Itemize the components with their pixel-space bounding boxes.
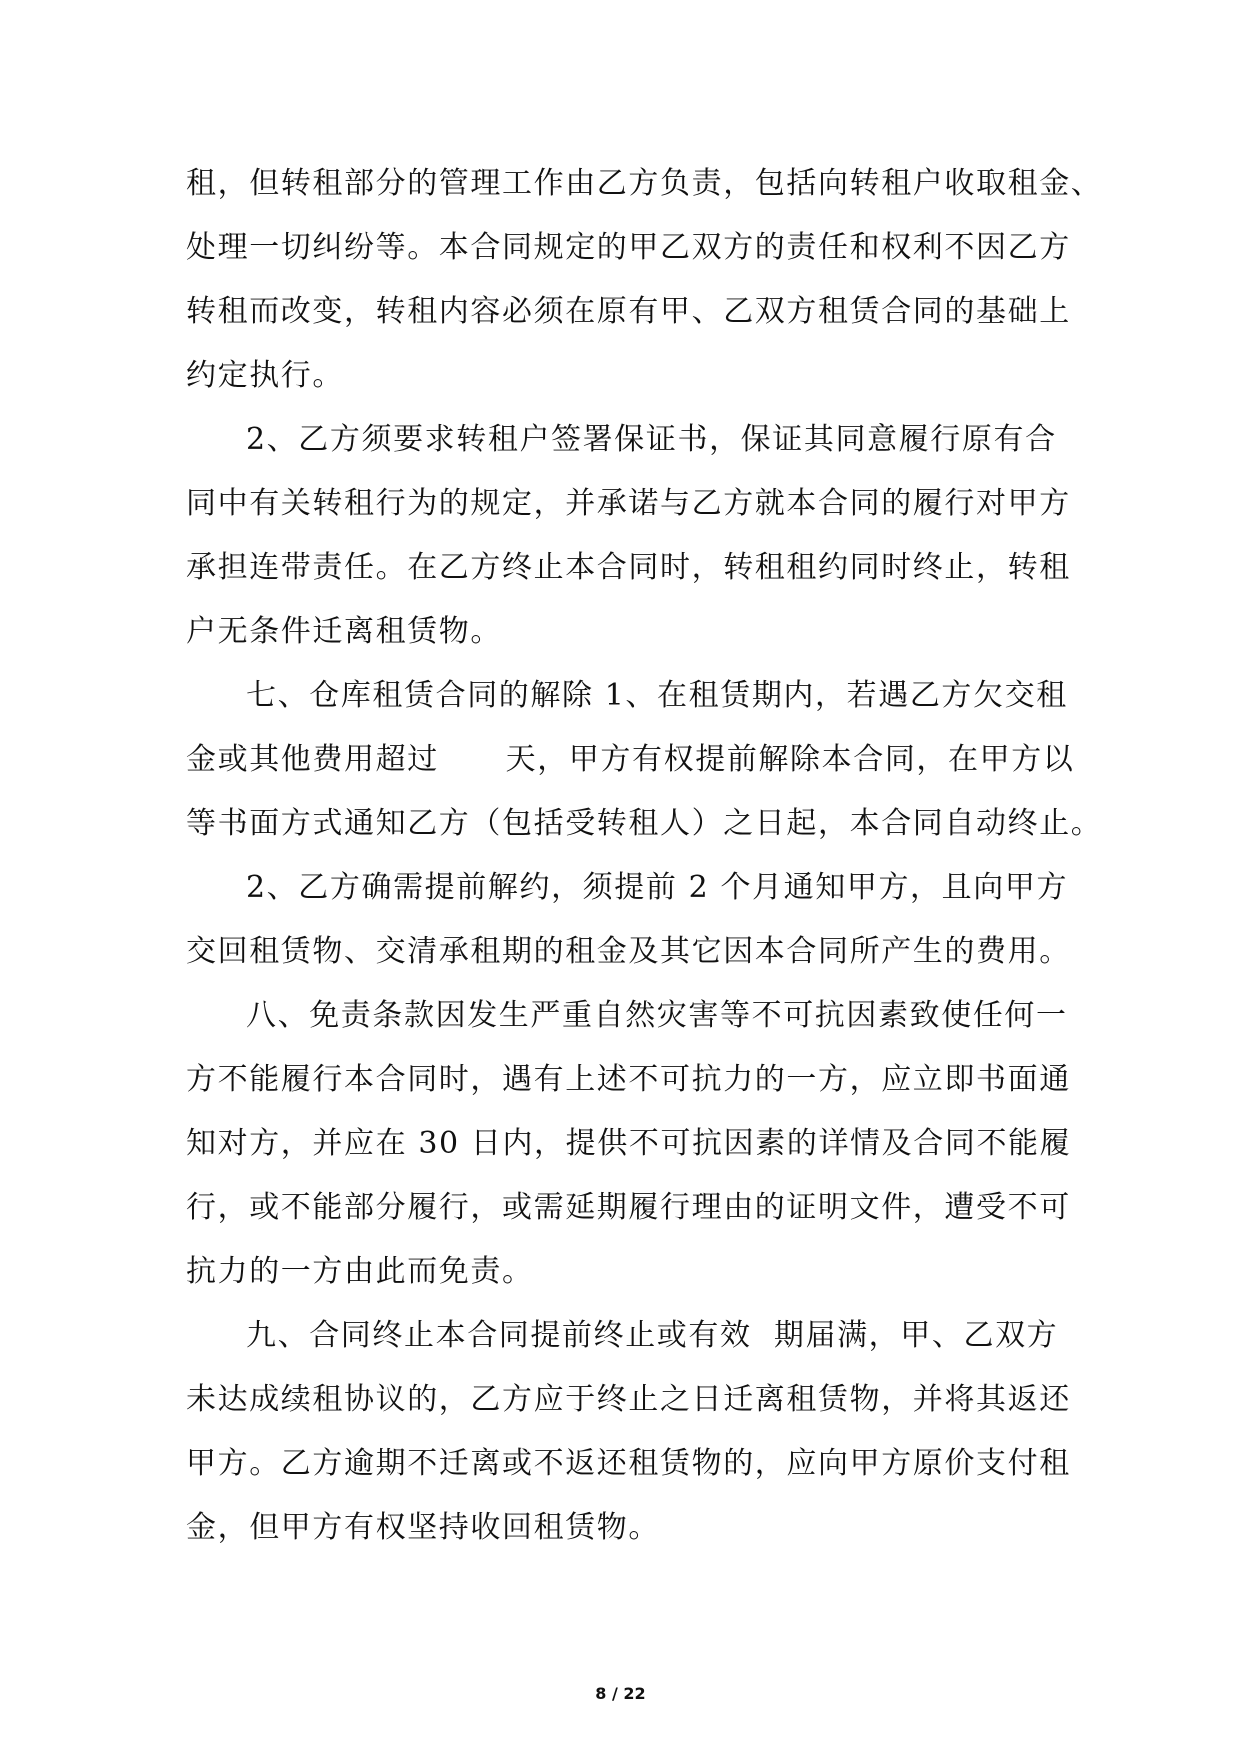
paragraph-line: 金或其他费用超过 天，甲方有权提前解除本合同，在甲方以 xyxy=(186,742,1075,777)
paragraph-force-majeure xyxy=(186,984,1072,1304)
paragraph-line: 户无条件迁离租赁物。 xyxy=(186,614,502,649)
paragraph-line: 七、仓库租赁合同的解除 1、在租赁期内，若遇乙方欠交租 xyxy=(246,678,1068,713)
paragraph-early-termination xyxy=(186,856,1071,984)
paragraph-line: 八、免责条款因发生严重自然灾害等不可抗因素致使任何一 xyxy=(246,998,1068,1033)
paragraph-line: 行，或不能部分履行，或需延期履行理由的证明文件，遭受不可 xyxy=(186,1190,1071,1225)
paragraph-contract-expiry xyxy=(186,1304,1071,1560)
paragraph-line: 未达成续租协议的，乙方应于终止之日迁离租赁物，并将其返还 xyxy=(186,1382,1071,1417)
paragraph-contract-termination xyxy=(186,664,1103,856)
paragraph-line: 交回租赁物、交清承租期的租金及其它因本合同所产生的费用。 xyxy=(186,934,1071,969)
paragraph-line: 转租而改变，转租内容必须在原有甲、乙双方租赁合同的基础上 xyxy=(186,294,1071,329)
paragraph-line: 约定执行。 xyxy=(186,358,344,393)
paragraph-line: 同中有关转租行为的规定，并承诺与乙方就本合同的履行对甲方 xyxy=(186,486,1071,521)
paragraph-line: 处理一切纠纷等。本合同规定的甲乙双方的责任和权利不因乙方 xyxy=(186,230,1071,265)
document-body xyxy=(186,152,1103,1560)
paragraph-line: 等书面方式通知乙方（包括受转租人）之日起，本合同自动终止。 xyxy=(186,806,1103,841)
paragraph-line: 九、合同终止本合同提前终止或有效 期届满，甲、乙双方 xyxy=(246,1318,1059,1353)
paragraph-line: 承担连带责任。在乙方终止本合同时，转租租约同时终止，转租 xyxy=(186,550,1071,585)
paragraph-line: 知对方，并应在 30 日内，提供不可抗因素的详情及合同不能履 xyxy=(186,1126,1072,1161)
paragraph-sublease-guarantee xyxy=(186,408,1071,664)
paragraph-line: 甲方。乙方逾期不迁离或不返还租赁物的，应向甲方原价支付租 xyxy=(186,1446,1071,1481)
paragraph-line: 2、乙方确需提前解约，须提前 2 个月通知甲方，且向甲方 xyxy=(246,870,1069,905)
paragraph-line: 租，但转租部分的管理工作由乙方负责，包括向转租户收取租金、 xyxy=(186,166,1103,201)
paragraph-sublease-management xyxy=(186,152,1103,408)
paragraph-line: 抗力的一方由此而免责。 xyxy=(186,1254,534,1289)
paragraph-line: 2、乙方须要求转租户签署保证书，保证其同意履行原有合 xyxy=(246,422,1057,457)
paragraph-line: 方不能履行本合同时，遇有上述不可抗力的一方，应立即书面通 xyxy=(186,1062,1071,1097)
paragraph-line: 金，但甲方有权坚持收回租赁物。 xyxy=(186,1510,660,1545)
page-number: 8 / 22 xyxy=(595,1684,646,1703)
